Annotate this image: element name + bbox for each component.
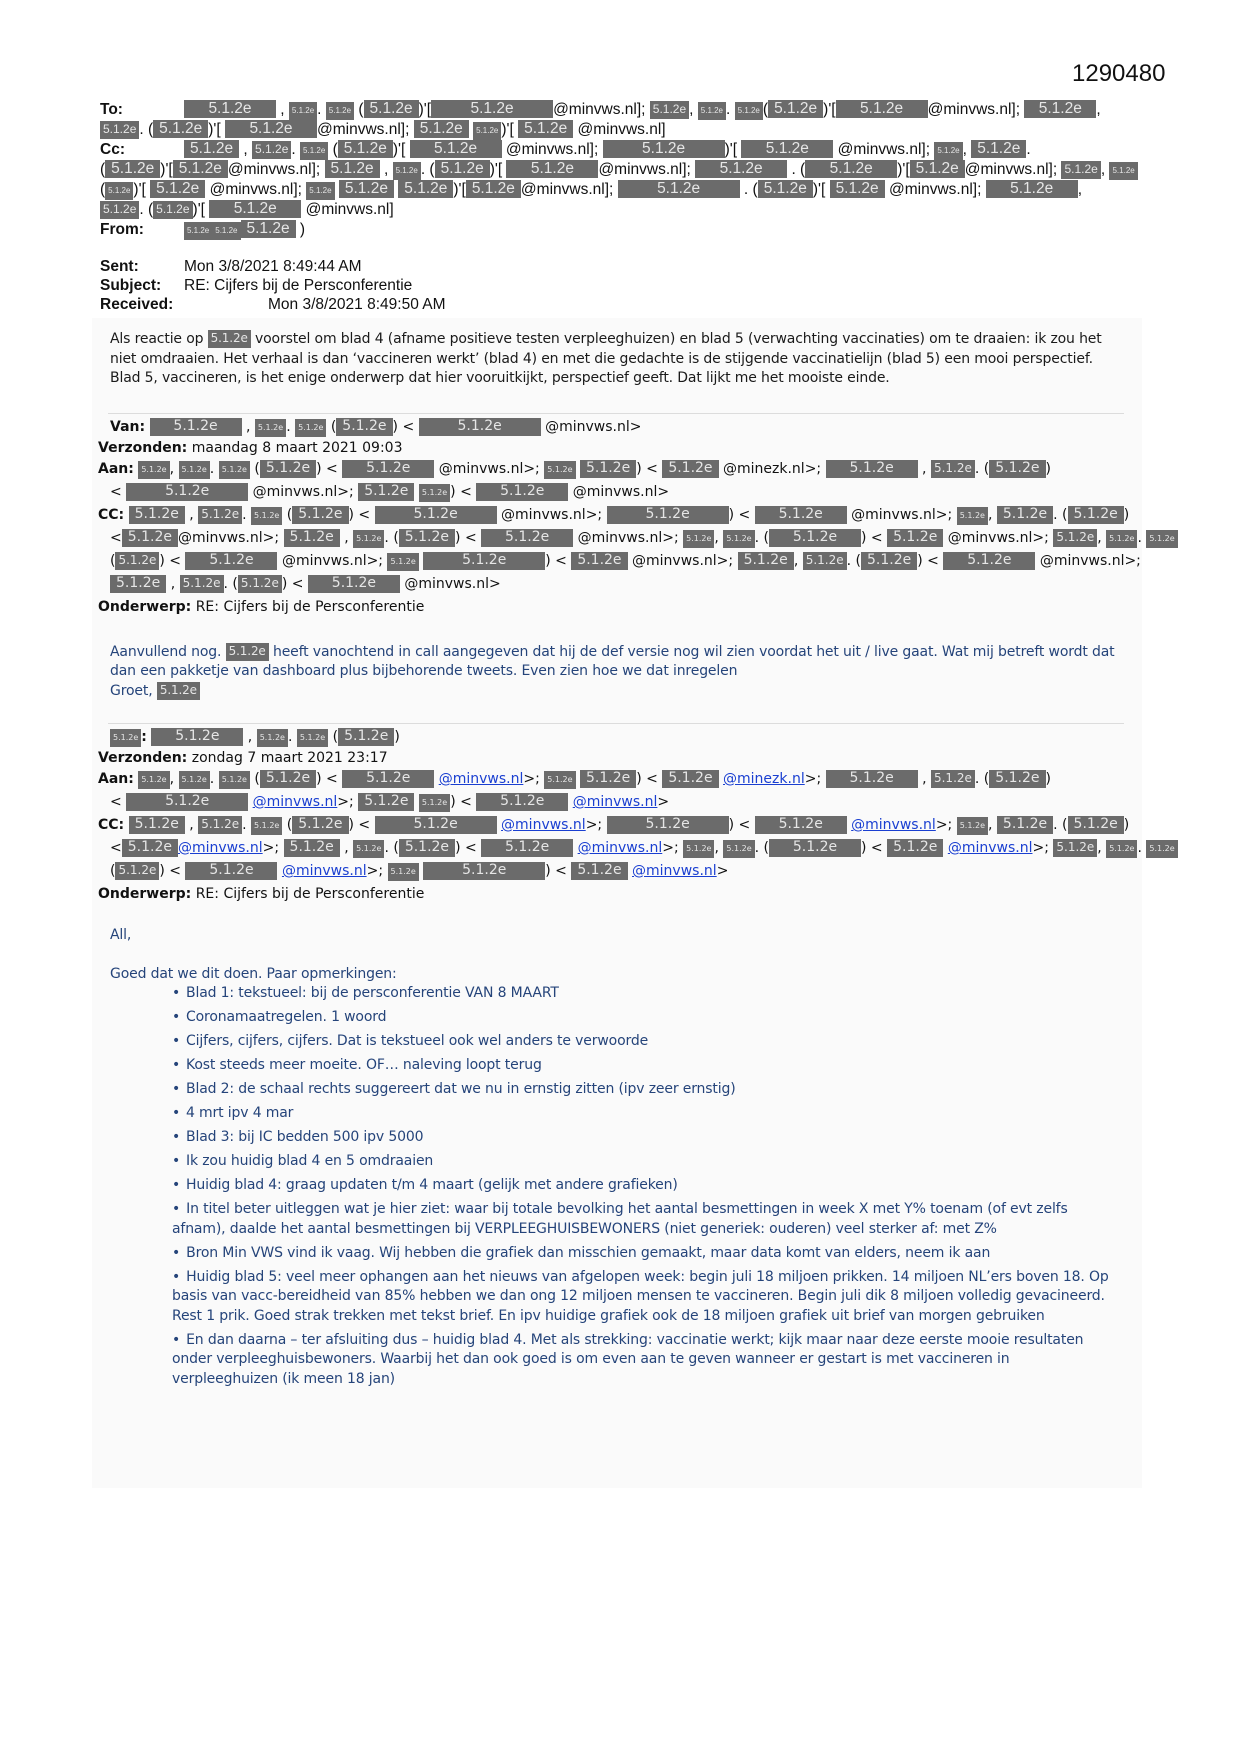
email-domain: @minvws.nl]; <box>520 181 614 198</box>
redaction: 5.1.2e <box>129 816 185 834</box>
forward-header-1: Van: 5.1.2e , 5.1.2e . 5.1.2e ( 5.1.2e ) < 5.1.2e @minvws.nl> Verzonden: maandag 8 maart 2021 09:03 Aan: 5.1.2e , 5.1.2e . 5.1.2e ( 5.1.2e ) < 5.1.2e @minvws.nl>; 5.1.2e 5.1.2e ) < 5.1.2e @minezk.nl>; 5.1.2e , 5.1.2e . ( 5.1.2e ) < 5.1.2e @minvws.nl>; 5.1.2e 5.1.2e ) < 5.1.2e @minvws.nl> CC: 5.1.2e , 5.1.2e . 5.1.2e ( 5.1.2e ) < 5.1.2e @minvws.nl>; 5.1.2e ) < 5.1.2e @minvws.nl>; 5.1.2e , 5.1.2e . ( 5.1.2e ) < 5.1.2e @minvws.nl>; 5.1.2e , 5.1.2e . ( 5.1.2e ) < 5.1.2e @minvws.nl>; 5.1.2e , 5.1.2e . ( 5.1.2e ) < 5.1.2e @minvws.nl>; 5.1.2e , 5.1.2e . 5.1.2e ( 5.1.2e ) < 5.1.2e @minvws.nl>; 5.1.2e 5.1.2e ) < 5.1.2e @minvws.nl>; 5.1.2e , 5.1.2e . ( 5.1.2e ) < 5.1.2e @minvws.nl>; 5.1.2e , 5.1.2e . ( 5.1.2e ) < 5.1.2e @minvws.nl> Onderwerp: RE: Cijfers bij de Persconferentie <box>92 416 1142 619</box>
list-item-wrapped <box>172 1268 1124 1327</box>
redaction: 5.1.2e <box>110 575 166 593</box>
redaction: 5.1.2e <box>910 160 965 178</box>
redaction: 5.1.2e <box>476 483 568 501</box>
email-domain: @minvws.nl]; <box>505 141 599 158</box>
divider <box>108 413 1124 414</box>
verzonden-label: Verzonden: <box>98 750 188 766</box>
email-domain: @minvws.nl>; <box>1039 552 1141 569</box>
redaction: 5.1.2e <box>251 817 282 835</box>
email-domain: @minvws.nl> <box>404 575 501 592</box>
redaction: 5.1.2e <box>157 682 200 700</box>
aan-label: Aan: <box>98 460 134 477</box>
body-prefix: Aanvullend nog. <box>110 643 222 660</box>
redaction: 5.1.2e <box>375 816 497 834</box>
redaction: 5.1.2e <box>115 862 159 880</box>
redaction: 5.1.2e <box>805 160 897 178</box>
redaction: 5.1.2e <box>179 771 210 789</box>
redaction: 5.1.2e <box>398 180 453 198</box>
redaction: 5.1.2e <box>758 180 813 198</box>
email-domain: @minvws.nl]; <box>209 181 302 198</box>
redaction: 5.1.2e <box>138 461 169 479</box>
redaction: 5.1.2e <box>769 839 861 857</box>
email-link[interactable]: @minvws.nl <box>572 794 658 810</box>
email-domain: @minvws.nl]; <box>317 121 410 138</box>
list-item: Bron Min VWS vind ik vaag. Wij hebben die grafiek dan misschien gemaakt, maar data komt van elders, neem ik aan <box>186 1244 991 1261</box>
redaction: 5.1.2e <box>419 484 450 502</box>
email-domain: @minvws.nl> <box>572 483 670 500</box>
redaction: 5.1.2e <box>185 862 277 880</box>
redaction: 5.1.2e <box>209 200 301 218</box>
redaction: 5.1.2e <box>260 460 316 478</box>
redaction: 5.1.2e <box>325 160 380 178</box>
reply-prefix: Als reactie op <box>110 331 204 347</box>
redaction: 5.1.2e <box>184 222 212 240</box>
redaction: 5.1.2e <box>306 182 334 200</box>
email-domain: @minvws.nl>; <box>177 529 280 546</box>
redaction: 5.1.2e <box>755 816 847 834</box>
subject-label: Subject: <box>100 277 162 294</box>
redaction: 5.1.2e <box>153 201 192 219</box>
list-item: • Coronamaatregelen. 1 woord <box>172 1008 1124 1028</box>
list-item: • Blad 3: bij IC bedden 500 ipv 5000 <box>172 1128 1124 1148</box>
email-domain: @minvws.nl>; <box>577 529 679 546</box>
list-item: • Blad 2: de schaal rechts suggereert dat we nu in ernstig zitten (ipv zeer ernstig) <box>172 1080 1124 1100</box>
list-item-wrapped <box>172 1331 1124 1390</box>
redaction: 5.1.2e <box>257 729 288 747</box>
redaction: 5.1.2e <box>150 180 205 198</box>
email-link[interactable]: @minvws.nl <box>252 794 338 810</box>
redaction: 5.1.2e <box>986 180 1078 198</box>
list-item: In titel beter uitleggen wat je hier ziet: waar bij totale bevolking het aantal besmettingen in week X met Y% toenam (of evt zelfs afnam), daalde het aantal besmettingen bij VERPLEEGHUISBEWONERS (niet generiek: ouderen) veel sterker af: met Z% <box>172 1201 1068 1237</box>
redaction: 5.1.2e <box>419 418 541 436</box>
redaction: 5.1.2e <box>544 771 575 789</box>
redaction: 5.1.2e <box>723 840 754 858</box>
redaction: 5.1.2e <box>399 529 455 547</box>
onderwerp-value: RE: Cijfers bij de Persconferentie <box>195 886 425 902</box>
redaction: 5.1.2e <box>225 120 317 138</box>
cc-label: CC: <box>98 506 125 523</box>
redaction: 5.1.2e <box>105 182 133 200</box>
email-domain: @minvws.nl] <box>305 201 394 218</box>
redaction: 5.1.2e <box>153 120 208 138</box>
email-domain: @minezk.nl>; <box>723 460 822 477</box>
redaction: 5.1.2e <box>342 770 434 788</box>
redaction: 5.1.2e <box>826 770 918 788</box>
redaction: 5.1.2e <box>571 552 627 570</box>
redaction: 5.1.2e <box>219 461 250 479</box>
redaction: 5.1.2e <box>173 160 228 178</box>
redaction: 5.1.2e <box>826 460 918 478</box>
redaction: 5.1.2e <box>1061 161 1100 179</box>
redaction: 5.1.2e <box>151 728 243 746</box>
redaction: 5.1.2e <box>435 160 490 178</box>
email-domain: @minvws.nl]; <box>964 161 1058 178</box>
redaction: 5.1.2e <box>260 770 316 788</box>
redaction: 5.1.2e <box>662 770 718 788</box>
redaction: 5.1.2e <box>481 529 573 547</box>
redaction: 5.1.2e <box>431 100 553 118</box>
received-label: Received: <box>100 296 174 313</box>
redaction: 5.1.2e <box>1109 162 1137 180</box>
redaction: 5.1.2e <box>481 839 573 857</box>
redaction: 5.1.2e <box>198 506 242 524</box>
redaction: 5.1.2e <box>336 418 392 436</box>
redaction: 5.1.2e <box>184 100 276 118</box>
redaction: 5.1.2e <box>126 793 248 811</box>
list-item: • Cijfers, cijfers, cijfers. Dat is tekstueel ook wel anders te verwoorde <box>172 1032 1124 1052</box>
redaction: 5.1.2e <box>105 160 160 178</box>
document-number: 1290480 <box>1072 60 1166 87</box>
list-item: • Kost steeds meer moeite. OF… naleving loopt terug <box>172 1056 1124 1076</box>
cc-row: Cc: 5.1.2e , 5.1.2e . 5.1.2e ( 5.1.2e )'[ 5.1.2e @minvws.nl]; 5.1.2e )'[ 5.1.2e @minvws.nl]; 5.1.2e , 5.1.2e . <box>100 140 1031 158</box>
redaction: 5.1.2e <box>122 839 178 857</box>
redaction: 5.1.2e <box>241 220 296 238</box>
subject-row <box>100 276 412 296</box>
sent-value: Mon 3/8/2021 8:49:44 AM <box>184 258 362 275</box>
aan-label: Aan: <box>98 771 134 787</box>
redaction: 5.1.2e <box>179 461 210 479</box>
onderwerp-label: Onderwerp: <box>98 886 192 902</box>
redaction: 5.1.2e <box>284 839 340 857</box>
redaction: 5.1.2e <box>997 506 1053 524</box>
redaction: 5.1.2e <box>506 160 598 178</box>
redaction: 5.1.2e <box>1053 839 1097 857</box>
verzonden-label: Verzonden: <box>98 439 188 456</box>
verzonden-value: maandag 8 maart 2021 09:03 <box>191 439 403 456</box>
redaction: 5.1.2e <box>1068 506 1124 524</box>
redaction: 5.1.2e <box>364 100 419 118</box>
email-domain: @minvws.nl]; <box>927 101 1020 118</box>
onderwerp-value: RE: Cijfers bij de Persconferentie <box>195 598 425 615</box>
redaction: 5.1.2e <box>423 552 545 570</box>
salutation: All, <box>110 927 132 943</box>
email-domain: @minvws.nl]; <box>598 161 691 178</box>
redaction: 5.1.2e <box>110 729 141 747</box>
redaction: 5.1.2e <box>308 575 400 593</box>
email-domain: @minvws.nl>; <box>501 506 603 523</box>
redaction: 5.1.2e <box>830 180 885 198</box>
redaction: 5.1.2e <box>1106 530 1137 548</box>
redaction: 5.1.2e <box>989 460 1045 478</box>
redaction: 5.1.2e <box>184 140 239 158</box>
redaction: 5.1.2e <box>180 575 224 593</box>
redaction: 5.1.2e <box>284 529 340 547</box>
redaction: 5.1.2e <box>393 162 421 180</box>
redaction: 5.1.2e <box>100 201 139 219</box>
redaction: 5.1.2e <box>768 100 823 118</box>
list-item: • Blad 1: tekstueel: bij de persconferentie VAN 8 MAART <box>172 984 1124 1004</box>
cc-row-cont: ( 5.1.2e )'[ 5.1.2e @minvws.nl]; 5.1.2e 5.1.2e 5.1.2e )'[ 5.1.2e @minvws.nl]; 5.1.2e . ( 5.1.2e )'[ 5.1.2e @minvws.nl]; 5.1.2e , <box>100 180 1082 198</box>
redaction: 5.1.2e <box>1053 529 1097 547</box>
redaction: 5.1.2e <box>544 461 575 479</box>
redaction: 5.1.2e <box>466 180 521 198</box>
redaction: 5.1.2e <box>358 793 414 811</box>
email-link[interactable]: @minvws.nl <box>501 817 586 833</box>
redaction: 5.1.2e <box>861 552 917 570</box>
email-header <box>100 100 1140 240</box>
intro: Goed dat we dit doen. Paar opmerkingen: <box>110 965 397 982</box>
redaction: 5.1.2e <box>226 643 269 661</box>
redaction: 5.1.2e <box>1146 840 1177 858</box>
redaction: 5.1.2e <box>989 770 1045 788</box>
redaction: 5.1.2e <box>255 419 286 437</box>
redaction: 5.1.2e <box>399 839 455 857</box>
redaction: 5.1.2e <box>419 794 450 812</box>
list-item-wrapped <box>172 1200 1124 1239</box>
redaction: 5.1.2e <box>353 840 384 858</box>
redaction: 5.1.2e <box>295 419 326 437</box>
redaction: 5.1.2e <box>662 460 718 478</box>
redaction: 5.1.2e <box>185 552 277 570</box>
redaction: 5.1.2e <box>580 460 636 478</box>
reply-text <box>92 318 1142 399</box>
email-link[interactable]: @minvws.nl <box>947 840 1033 856</box>
list-item: En dan daarna – ter afsluiting dus – huidig blad 4. Met als strekking: vaccinatie werkt; kijk maar naar deze eerste mooie resultaten onder verpleeghuisbewoners. Waarbij het dan ook goed is om even aan te geven wanneer er gestart is met vaccineren in verpleeghuizen (ik meen 18 jan) <box>172 1331 1084 1387</box>
redaction: 5.1.2e <box>723 530 754 548</box>
email-link[interactable]: @minvws.nl <box>177 840 263 856</box>
list-item-wrapped <box>172 1244 1124 1264</box>
onderwerp-label: Onderwerp: <box>98 598 192 615</box>
cc-row-cont: ( 5.1.2e )'[ 5.1.2e @minvws.nl]; 5.1.2e , 5.1.2e . ( 5.1.2e )'[ 5.1.2e @minvws.nl]; 5.1.2e . ( 5.1.2e )'[ 5.1.2e @minvws.nl]; 5.1.2e , 5.1.2e <box>100 160 1140 180</box>
email-link[interactable]: @minvws.nl <box>632 863 717 879</box>
forward2-body <box>92 906 1142 1389</box>
redaction: 5.1.2e <box>618 180 740 198</box>
list-item: • Huidig blad 4: graag updaten t/m 4 maart (gelijk met andere grafieken) <box>172 1176 1124 1196</box>
email-domain: @minvws.nl>; <box>632 552 734 569</box>
to-row: To: 5.1.2e , 5.1.2e . 5.1.2e ( 5.1.2e )'[ 5.1.2e @minvws.nl]; 5.1.2e , 5.1.2e . 5.1.2e ( 5.1.2e )'[ 5.1.2e @minvws.nl]; 5.1.2e , <box>100 100 1101 118</box>
redaction: 5.1.2e <box>695 160 787 178</box>
redaction: 5.1.2e <box>957 817 988 835</box>
redaction: 5.1.2e <box>297 729 328 747</box>
redaction: 5.1.2e <box>410 140 502 158</box>
redaction: 5.1.2e <box>931 460 975 478</box>
redaction: 5.1.2e <box>518 120 573 138</box>
cc-label: CC: <box>98 817 125 833</box>
redaction: 5.1.2e <box>289 102 317 120</box>
redaction: 5.1.2e <box>353 530 384 548</box>
email-domain: @minvws.nl]; <box>227 161 321 178</box>
to-row-cont: 5.1.2e . ( 5.1.2e )'[ 5.1.2e @minvws.nl]; 5.1.2e 5.1.2e )'[ 5.1.2e @minvws.nl] <box>100 120 1140 140</box>
sent-row <box>100 257 362 277</box>
message-body <box>92 318 1175 1488</box>
list-item: • 4 mrt ipv 4 mar <box>172 1104 1124 1124</box>
cc-row-cont: 5.1.2e . ( 5.1.2e )'[ 5.1.2e @minvws.nl] <box>100 200 1140 220</box>
redaction: 5.1.2e <box>741 140 833 158</box>
reply-body: voorstel om blad 4 (afname positieve testen verpleeghuizen) en blad 5 (verwachting vaccinaties) om te draaien: ik zou het niet omdraaien. Het verhaal is dan ‘vaccineren werkt’ (blad 4) en met die gedachte is de stijgende vaccinatielijn (blad 5) een mooi perspectief. Blad 5, vaccineren, is het enige onderwerp dat hier vooruitkijkt, perspectief geeft. Dat lijkt me het mooiste einde. <box>110 331 1102 386</box>
redaction: 5.1.2e <box>738 552 794 570</box>
redaction: 5.1.2e <box>387 553 418 571</box>
redaction: 5.1.2e <box>580 770 636 788</box>
redaction: 5.1.2e <box>212 222 240 240</box>
sent-label: Sent: <box>100 258 139 275</box>
email-link[interactable]: @minvws.nl <box>438 771 524 787</box>
email-link[interactable]: @minvws.nl <box>851 817 936 833</box>
redaction: 5.1.2e <box>1068 816 1124 834</box>
email-domain: @minvws.nl> <box>545 418 642 435</box>
email-domain: @minvws.nl]; <box>553 101 646 118</box>
list-item: • Ik zou huidig blad 4 en 5 omdraaien <box>172 1152 1124 1172</box>
remarks-list <box>110 984 1124 1389</box>
email-domain: @minvws.nl]; <box>837 141 931 158</box>
redaction: 5.1.2e <box>358 483 414 501</box>
redaction: 5.1.2e <box>339 180 394 198</box>
redaction: 5.1.2e <box>571 862 627 880</box>
to-label: To: <box>100 101 123 118</box>
redaction: 5.1.2e <box>836 100 928 118</box>
email-link[interactable]: @minvws.nl <box>577 840 663 856</box>
subject-value: RE: Cijfers bij de Persconferentie <box>184 277 413 294</box>
redaction: 5.1.2e <box>1106 840 1137 858</box>
redaction: 5.1.2e <box>414 120 469 138</box>
redaction: 5.1.2e <box>683 840 714 858</box>
redaction: 5.1.2e <box>607 816 729 834</box>
redaction: 5.1.2e <box>1146 530 1177 548</box>
redaction: 5.1.2e <box>375 506 497 524</box>
redaction: 5.1.2e <box>388 863 419 881</box>
redaction: 5.1.2e <box>735 102 763 120</box>
redaction: 5.1.2e <box>208 330 251 348</box>
redaction: 5.1.2e <box>129 506 185 524</box>
email-domain: @minvws.nl>; <box>851 506 953 523</box>
redaction: 5.1.2e <box>251 507 282 525</box>
redaction: 5.1.2e <box>887 529 943 547</box>
redaction: 5.1.2e <box>100 121 139 139</box>
received-value: Mon 3/8/2021 8:49:50 AM <box>268 296 446 313</box>
redaction: 5.1.2e <box>607 506 729 524</box>
redaction: 5.1.2e <box>769 529 861 547</box>
redaction: 5.1.2e <box>957 507 988 525</box>
redaction: 5.1.2e <box>300 142 328 160</box>
email-domain: @minvws.nl>; <box>947 529 1049 546</box>
from-label: From: <box>100 220 144 238</box>
forward1-body <box>92 619 1142 702</box>
email-link[interactable]: @minezk.nl <box>723 771 805 787</box>
redaction: 5.1.2e <box>931 770 975 788</box>
van-label: Van: <box>110 418 146 435</box>
email-domain: @minvws.nl>; <box>252 483 354 500</box>
redaction: 5.1.2e <box>326 102 354 120</box>
redaction: 5.1.2e <box>338 728 394 746</box>
redaction: 5.1.2e <box>150 418 242 436</box>
email-link[interactable]: @minvws.nl <box>281 863 367 879</box>
redaction: 5.1.2e <box>887 839 943 857</box>
redaction: 5.1.2e <box>997 816 1053 834</box>
redaction: 5.1.2e <box>650 101 689 119</box>
redaction: 5.1.2e <box>803 552 847 570</box>
redaction: 5.1.2e <box>115 552 159 570</box>
redaction: 5.1.2e <box>219 771 250 789</box>
redaction: 5.1.2e <box>342 460 434 478</box>
forward-header-2: 5.1.2e : 5.1.2e , 5.1.2e . 5.1.2e ( 5.1.2e ) Verzonden: zondag 7 maart 2021 23:17 Aan: 5.1.2e , 5.1.2e . 5.1.2e ( 5.1.2e ) < 5.1.2e @minvws.nl>; 5.1.2e 5.1.2e ) < 5.1.2e @minezk.nl>; 5.1.2e , 5.1.2e . ( 5.1.2e ) < 5.1.2e @minvws.nl>; 5.1.2e 5.1.2e ) < 5.1.2e @minvws.nl> CC: 5.1.2e , 5.1.2e . 5.1.2e ( 5.1.2e ) < 5.1.2e @minvws.nl>; 5.1.2e ) < 5.1.2e @minvws.nl>; 5.1.2e , 5.1.2e . ( 5.1.2e ) < 5.1.2e @minvws.nl>; 5.1.2e , 5.1.2e . ( 5.1.2e ) < 5.1.2e @minvws.nl>; 5.1.2e , 5.1.2e . ( 5.1.2e ) < 5.1.2e @minvws.nl>; 5.1.2e , 5.1.2e . 5.1.2e ( 5.1.2e ) < 5.1.2e @minvws.nl>; 5.1.2e 5.1.2e ) < 5.1.2e @minvws.nl> Onderwerp: RE: Cijfers bij de Persconferentie <box>92 726 1142 906</box>
email-domain: @minvws.nl]; <box>888 181 982 198</box>
redaction: 5.1.2e <box>338 140 393 158</box>
list-item: Huidig blad 5: veel meer ophangen aan het nieuws van afgelopen week: begin juli 18 miljoen prikken. 14 miljoen NL’ers boven 18. Op basis van vacc-bereidheid van 85% hebben we dan ong 12 miljoen mensen te vaccineren. Begin juli dik 8 miljoen volledig gevacineerd. Rest 1 prik. Goed strak trekken met tekst brief. En ipv huidige grafiek ook de 18 miljoen grafiek uit brief van morgen gebruiken <box>172 1268 1109 1324</box>
verzonden-value: zondag 7 maart 2021 23:17 <box>191 750 388 766</box>
redaction: 5.1.2e <box>126 483 248 501</box>
greeting: Groet, <box>110 682 153 699</box>
redaction: 5.1.2e <box>943 552 1035 570</box>
redaction: 5.1.2e <box>292 816 348 834</box>
redaction: 5.1.2e <box>1024 100 1096 118</box>
email-domain: @minvws.nl>; <box>438 460 540 477</box>
redaction: 5.1.2e <box>292 506 348 524</box>
redaction: 5.1.2e <box>423 862 545 880</box>
redaction: 5.1.2e <box>122 529 178 547</box>
redaction: 5.1.2e <box>238 575 282 593</box>
email-domain: @minvws.nl>; <box>281 552 384 569</box>
cc-label: Cc: <box>100 141 125 158</box>
redaction: 5.1.2e <box>698 102 726 120</box>
divider <box>108 723 1124 724</box>
redaction: 5.1.2e <box>603 140 725 158</box>
redaction: 5.1.2e <box>755 506 847 524</box>
body-text: heeft vanochtend in call aangegeven dat hij de def versie nog wil zien voordat het uit / live gaat. Wat mij betreft wordt dat dan een pakketje van dashboard plus bijbehorende tweets. Even zien hoe we dat inregelen <box>110 643 1115 679</box>
redaction: 5.1.2e <box>683 530 714 548</box>
redaction: 5.1.2e <box>138 771 169 789</box>
from-row: From: 5.1.2e 5.1.2e 5.1.2e ) <box>100 219 306 238</box>
redaction: 5.1.2e <box>934 142 962 160</box>
redaction: 5.1.2e <box>971 140 1026 158</box>
redaction: 5.1.2e <box>476 793 568 811</box>
redaction: 5.1.2e <box>252 141 291 159</box>
email-domain: @minvws.nl] <box>577 121 666 138</box>
redaction: 5.1.2e <box>473 122 501 140</box>
redaction: 5.1.2e <box>198 816 242 834</box>
received-row <box>100 295 446 315</box>
